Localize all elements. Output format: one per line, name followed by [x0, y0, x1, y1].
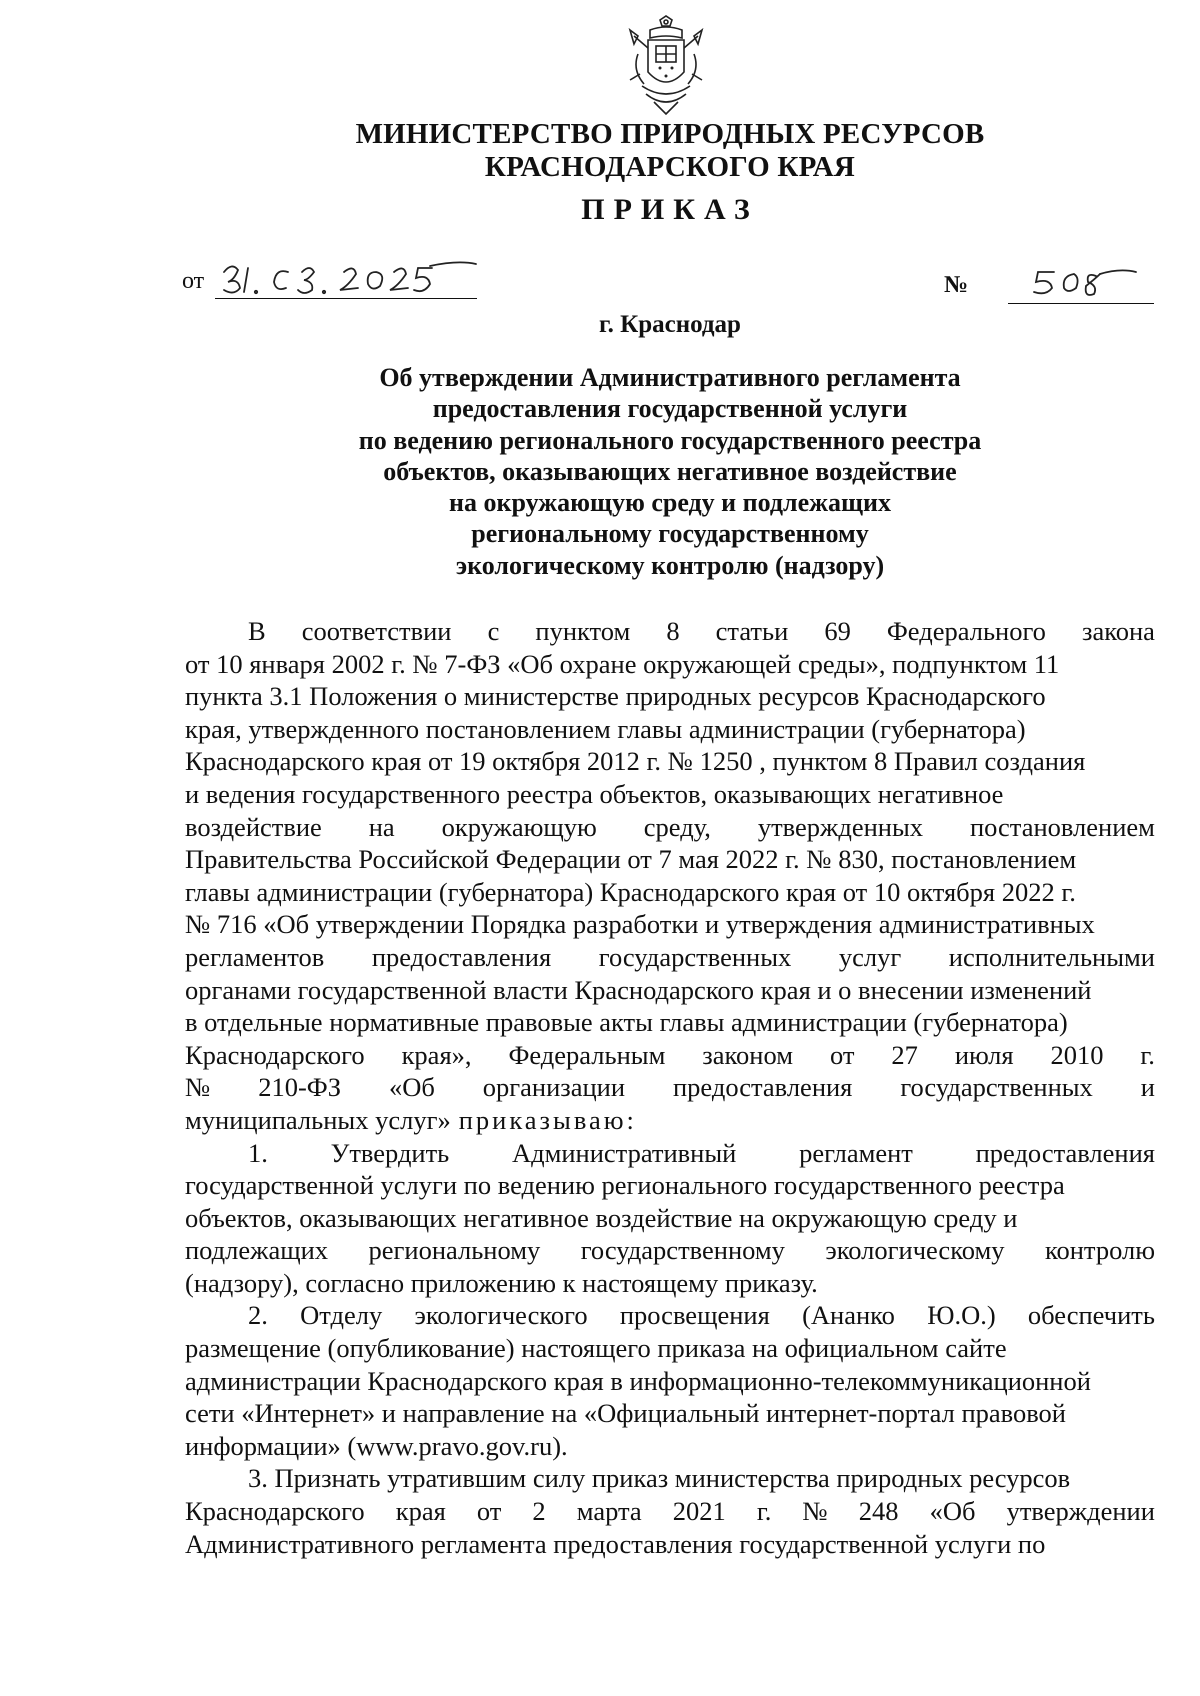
city: г. Краснодар — [599, 311, 741, 338]
text-fragment: 2. — [248, 1300, 268, 1331]
text-fragment: размещение (опубликование) настоящего приказа на официальном сайте — [185, 1333, 1007, 1364]
number-underline — [1008, 303, 1154, 304]
text-fragment: пункта 3.1 Положения о министерстве природных ресурсов Краснодарского — [185, 681, 1046, 712]
text-fragment: организации — [482, 1072, 626, 1103]
decree-word: приказываю: — [458, 1104, 637, 1135]
text-line — [185, 745, 1155, 778]
handwritten-date — [218, 258, 480, 298]
text-fragment: «Об — [388, 1072, 435, 1103]
text-line — [185, 778, 1155, 811]
text-line — [185, 648, 1155, 681]
text-fragment: (Ананко — [802, 1300, 895, 1331]
text-fragment: июля — [954, 1039, 1014, 1070]
text-fragment: государственных — [598, 941, 792, 972]
text-fragment: информации» (www.pravo.gov.ru). — [185, 1430, 568, 1461]
text-fragment: регламент — [799, 1137, 913, 1168]
text-fragment: от 10 января 2002 г. № 7-ФЗ «Об охране окружающей среды», подпунктом 11 — [185, 648, 1060, 679]
text-fragment: Краснодарского — [185, 1039, 365, 1070]
text-fragment: муниципальных услуг» — [185, 1104, 451, 1135]
text-fragment: объектов, оказывающих негативное воздействие на окружающую среду и — [185, 1202, 1018, 1233]
title-line: Об утверждении Административного регламента — [379, 363, 961, 392]
text-fragment: услуг — [838, 941, 902, 972]
text-fragment: утвержденных — [757, 811, 924, 842]
text-fragment: и ведения государственного реестра объектов, оказывающих негативное — [185, 778, 1004, 809]
text-fragment: «Об — [929, 1496, 976, 1527]
coat-of-arms-icon — [620, 14, 712, 120]
text-line — [185, 1169, 1155, 1202]
text-line — [185, 1430, 1155, 1463]
text-line — [185, 1462, 1155, 1495]
text-fragment: законом — [702, 1039, 794, 1070]
text-line — [185, 908, 1155, 941]
text-line — [185, 680, 1155, 713]
text-fragment: 2 — [532, 1496, 546, 1527]
title-line: экологическому контролю (надзору) — [455, 550, 885, 580]
text-fragment: экологическому — [825, 1235, 1005, 1266]
text-fragment: подлежащих — [185, 1235, 329, 1266]
text-fragment: главы администрации (губернатора) Краснодарского края от 10 октября 2022 г. — [185, 876, 1076, 907]
title-line: по ведению регионального государственного реестра — [358, 425, 982, 455]
document-type: ПРИКАЗ — [581, 193, 759, 226]
text-fragment: просвещения — [619, 1300, 770, 1331]
text-fragment: 248 — [858, 1496, 899, 1527]
text-line — [185, 1006, 1155, 1039]
text-line — [185, 1397, 1155, 1430]
text-fragment: на — [368, 811, 395, 842]
text-fragment: органами государственной власти Краснодарского края и о внесении изменений — [185, 974, 1092, 1005]
title-line: предоставления государственной услуги — [432, 394, 908, 424]
text-fragment: регламентов — [185, 941, 325, 972]
title-line: объектов, оказывающих негативное воздействие — [383, 456, 957, 486]
text-line — [185, 1495, 1155, 1528]
text-fragment: (надзору), согласно приложению к настоящему приказу. — [185, 1267, 818, 1298]
text-fragment: окружающую — [441, 811, 597, 842]
text-fragment: закона — [1081, 616, 1155, 646]
text-fragment: и — [1140, 1072, 1155, 1103]
text-line — [185, 1071, 1155, 1104]
text-fragment: предоставления — [673, 1072, 853, 1103]
text-fragment: Административный — [511, 1137, 737, 1168]
title-line: на окружающую среду и подлежащих — [449, 488, 891, 518]
text-line — [185, 1267, 1155, 1300]
text-line — [185, 1332, 1155, 1365]
text-fragment: обеспечить — [1027, 1300, 1155, 1331]
handwritten-number — [1030, 262, 1140, 302]
text-fragment: экологического — [414, 1300, 588, 1331]
text-line — [185, 843, 1155, 876]
text-fragment: Краснодарского — [185, 1496, 365, 1527]
text-fragment: государственной услуги по ведению регионального государственного реестра — [185, 1170, 1065, 1201]
text-fragment: 69 — [824, 616, 851, 646]
text-fragment: марта — [576, 1496, 642, 1527]
text-line — [185, 974, 1155, 1007]
text-fragment: соответствии — [301, 616, 452, 646]
text-fragment: В — [248, 616, 266, 646]
text-fragment: № — [185, 1072, 211, 1103]
text-fragment: статьи — [715, 616, 789, 646]
text-fragment: Отделу — [300, 1300, 383, 1331]
text-fragment: 2010 — [1050, 1039, 1104, 1070]
title-line: региональному государственному — [471, 519, 869, 549]
text-fragment: края», — [401, 1039, 472, 1070]
text-line — [185, 1039, 1155, 1072]
text-fragment: исполнительными — [948, 941, 1155, 972]
text-fragment: 1. — [248, 1137, 268, 1168]
text-fragment: сети «Интернет» и направление на «Официальный интернет-портал правовой — [185, 1398, 1066, 1429]
number-label: № — [944, 272, 969, 298]
ministry-name-line2: КРАСНОДАРСКОГО КРАЯ — [484, 151, 856, 183]
text-fragment: 2021 — [672, 1496, 726, 1527]
text-fragment: края, утвержденного постановлением главы администрации (губернатора) — [185, 713, 1026, 744]
text-fragment: края — [395, 1496, 446, 1527]
date-label: от — [182, 268, 205, 294]
text-fragment: 27 — [891, 1039, 918, 1070]
text-fragment: воздействие — [185, 811, 322, 842]
text-line — [185, 1137, 1155, 1170]
text-fragment: предоставления — [975, 1137, 1155, 1168]
text-fragment: от — [829, 1039, 855, 1070]
document-title — [310, 362, 1030, 581]
text-fragment: № — [802, 1496, 828, 1527]
text-line — [185, 811, 1155, 844]
text-fragment: государственных — [900, 1072, 1093, 1103]
text-fragment: Правительства Российской Федерации от 7 мая 2022 г. № 830, постановлением — [185, 844, 1077, 875]
text-fragment: Федерального — [886, 616, 1046, 646]
text-line — [185, 876, 1155, 909]
text-fragment: контролю — [1044, 1235, 1155, 1266]
ministry-name-line1: МИНИСТЕРСТВО ПРИРОДНЫХ РЕСУРСОВ — [355, 118, 985, 150]
text-line — [185, 1234, 1155, 1267]
text-fragment: 3. Признать утратившим силу приказ министерства природных ресурсов — [248, 1463, 1071, 1494]
text-line — [185, 1365, 1155, 1398]
text-fragment: от — [476, 1496, 502, 1527]
text-line — [185, 615, 1155, 648]
text-fragment: постановлением — [969, 811, 1155, 842]
text-fragment: г. — [756, 1496, 772, 1527]
text-line — [185, 1104, 1155, 1137]
text-fragment: региональному — [368, 1235, 541, 1266]
document-body — [185, 615, 1155, 1560]
text-fragment: предоставления — [371, 941, 552, 972]
text-line — [185, 1299, 1155, 1332]
text-fragment: 210-ФЗ — [258, 1072, 342, 1103]
text-fragment: утверждении — [1006, 1496, 1155, 1527]
text-fragment: Ю.О.) — [927, 1300, 996, 1331]
text-fragment: 8 — [666, 616, 680, 646]
text-fragment: Утвердить — [330, 1137, 450, 1168]
text-fragment: с — [487, 616, 500, 646]
text-fragment: Административного регламента предоставления государственной услуги по — [185, 1528, 1046, 1559]
text-fragment: г. — [1140, 1039, 1155, 1070]
text-fragment: администрации Краснодарского края в информационно-телекоммуникационной — [185, 1365, 1091, 1396]
text-line — [185, 1528, 1155, 1561]
text-fragment: в отдельные нормативные правовые акты главы администрации (губернатора) — [185, 1007, 1068, 1038]
text-fragment: Федеральным — [508, 1039, 666, 1070]
text-fragment: среду, — [643, 811, 711, 842]
text-fragment: пунктом — [535, 616, 631, 646]
text-line — [185, 1202, 1155, 1235]
text-line — [185, 941, 1155, 974]
text-line — [185, 713, 1155, 746]
text-fragment: государственному — [580, 1235, 785, 1266]
text-fragment: № 716 «Об утверждении Порядка разработки и утверждения административных — [185, 909, 1095, 940]
date-underline — [215, 298, 477, 299]
text-fragment: Краснодарского края от 19 октября 2012 г. № 1250 , пунктом 8 Правил создания — [185, 746, 1086, 777]
